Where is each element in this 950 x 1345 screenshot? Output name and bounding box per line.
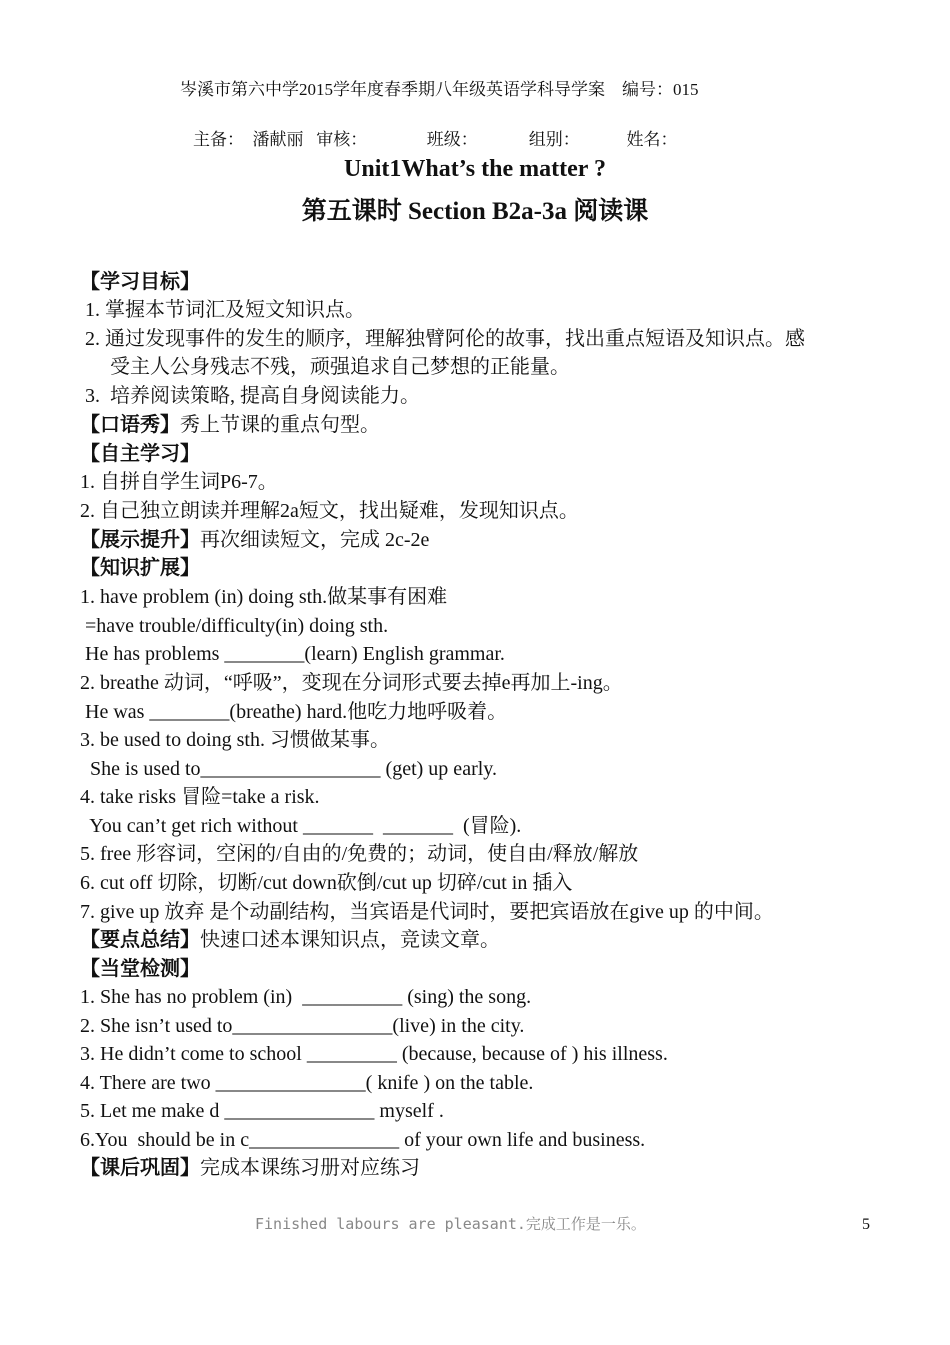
knowledge-heading: 【知识扩展】 xyxy=(80,557,200,579)
lesson-title: 第五课时 Section B2a-3a 阅读课 xyxy=(301,198,649,225)
knowledge-item: 2. breathe 动词，“呼吸”，变现在分词形式要去掉e再加上-ing。 xyxy=(80,672,623,694)
section-heading-self-study xyxy=(80,444,200,464)
knowledge-item: 3. be used to doing sth. 习惯做某事。 xyxy=(80,729,390,751)
test-item: 3. He didn’t come to school _________ (because, because of ) his illness. xyxy=(80,1043,668,1065)
test-item: 5. Let me make d _______________ myself . xyxy=(80,1100,444,1122)
knowledge-item: 5. free 形容词，空闲的/自由的/免费的；动词，使自由/释放/解放 xyxy=(80,843,639,865)
header-school-line: 岑溪市第六中学2015学年度春季期八年级英语学科导学案 编号：015 xyxy=(180,80,699,99)
summary-heading: 【要点总结】 xyxy=(80,929,200,951)
display-text: 再次细读短文，完成 2c-2e xyxy=(200,529,430,551)
section-homework xyxy=(80,1158,420,1178)
test-heading: 【当堂检测】 xyxy=(80,958,200,980)
knowledge-item: =have trouble/difficulty(in) doing sth. xyxy=(80,615,389,637)
knowledge-item: You can’t get rich without _______ _______ (冒险). xyxy=(80,815,522,837)
header-staff-line: 主备： 潘献丽 审核： 班级： 组别： 姓名： xyxy=(193,130,678,149)
section-display xyxy=(80,530,429,550)
unit-title: Unit1What’s the matter ? xyxy=(344,156,606,182)
objective-item: 受主人公身残志不残，顽强追求自己梦想的正能量。 xyxy=(80,356,570,378)
knowledge-item: 6. cut off 切除，切断/cut down砍倒/cut up 切碎/cut in 插入 xyxy=(80,872,573,894)
knowledge-item: 4. take risks 冒险=take a risk. xyxy=(80,786,320,808)
section-heading-objectives xyxy=(80,272,200,292)
oral-heading: 【口语秀】 xyxy=(80,414,180,436)
test-item: 1. She has no problem (in) __________ (sing) the song. xyxy=(80,986,532,1008)
footer-motto: Finished labours are pleasant.完成工作是一乐。 xyxy=(255,1215,646,1233)
self-study-item: 2. 自己独立朗读并理解2a短文，找出疑难，发现知识点。 xyxy=(80,500,579,522)
homework-text: 完成本课练习册对应练习 xyxy=(200,1157,420,1179)
objective-item: 1. 掌握本节词汇及短文知识点。 xyxy=(80,299,365,321)
section-heading-knowledge xyxy=(80,558,200,578)
test-item: 6.You should be in c_______________ of your own life and business. xyxy=(80,1129,646,1151)
section-summary xyxy=(80,930,500,950)
knowledge-item: 7. give up 放弃 是个动副结构，当宾语是代词时，要把宾语放在give up 的中间。 xyxy=(80,901,774,923)
self-study-heading: 【自主学习】 xyxy=(80,443,200,465)
objective-item: 3. 培养阅读策略, 提高自身阅读能力。 xyxy=(80,385,420,407)
summary-text: 快速口述本课知识点，竞读文章。 xyxy=(200,929,500,951)
oral-text: 秀上节课的重点句型。 xyxy=(180,414,380,436)
knowledge-item: He was ________(breathe) hard.他吃力地呼吸着。 xyxy=(80,701,508,723)
section-heading-test xyxy=(80,959,200,979)
test-item: 2. She isn’t used to________________(live) in the city. xyxy=(80,1015,525,1037)
knowledge-item: She is used to__________________ (get) up early. xyxy=(80,758,497,780)
page-number: 5 xyxy=(862,1216,870,1233)
homework-heading: 【课后巩固】 xyxy=(80,1157,200,1179)
test-item: 4. There are two _______________( knife ) on the table. xyxy=(80,1072,534,1094)
knowledge-item: 1. have problem (in) doing sth.做某事有困难 xyxy=(80,586,448,608)
section-oral xyxy=(80,415,380,435)
knowledge-item: He has problems ________(learn) English grammar. xyxy=(80,643,505,665)
display-heading: 【展示提升】 xyxy=(80,529,200,551)
objectives-heading: 【学习目标】 xyxy=(80,271,200,293)
objective-item: 2. 通过发现事件的发生的顺序，理解独臂阿伦的故事，找出重点短语及知识点。感 xyxy=(80,328,805,350)
self-study-item: 1. 自拼自学生词P6-7。 xyxy=(80,471,278,493)
